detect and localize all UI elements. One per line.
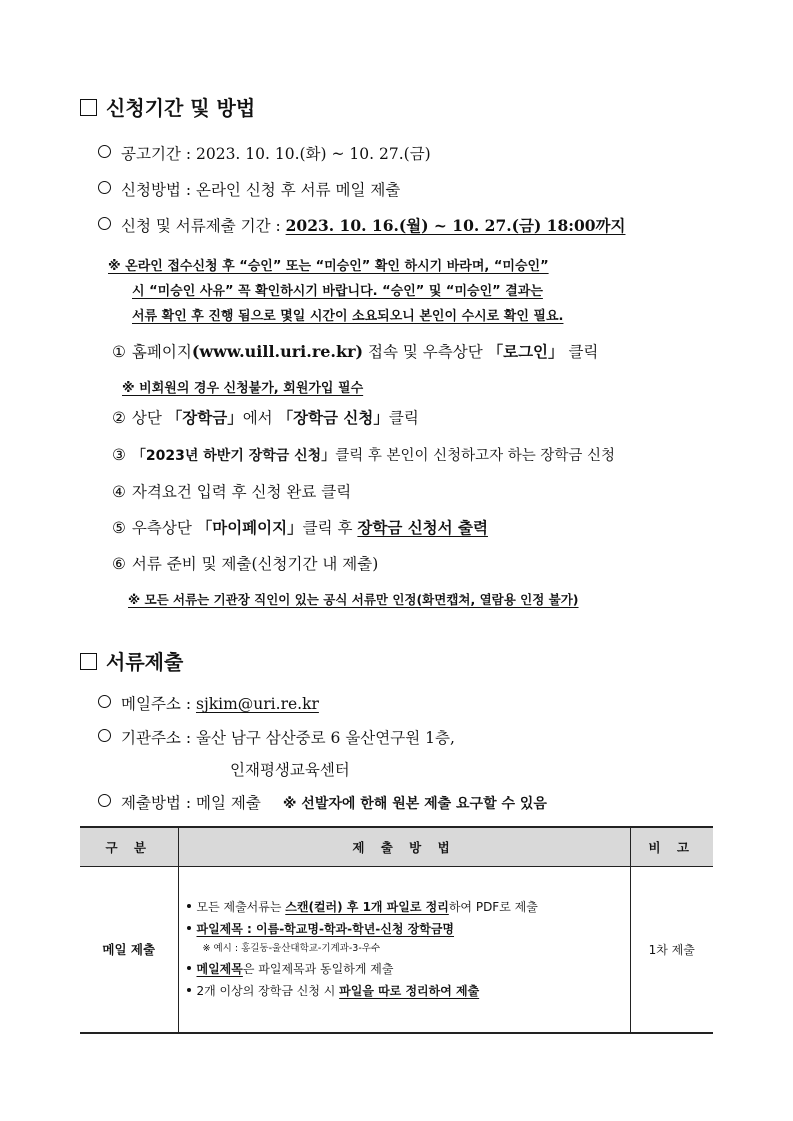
header-method: 제 출 방 법 <box>178 827 630 867</box>
dot-bullet-icon <box>187 988 191 992</box>
submission-table <box>80 826 713 1034</box>
login-button-label: 「로그인」 <box>487 343 564 361</box>
submission-period-line: 신청 및 서류제출 기간 : 2023. 10. 16.(월) ~ 10. 27.(금) 18:00까지 <box>98 214 625 236</box>
method-item: 2개 이상의 장학금 신청 시 파일을 따로 정리하여 제출 <box>187 982 630 1000</box>
approval-notice-line-3: 서류 확인 후 진행 됨으로 몇일 시간이 소요되오니 본인이 수시로 확인 필요. <box>132 309 564 324</box>
circle-bullet-icon <box>98 729 111 742</box>
header-remark: 비 고 <box>630 827 713 867</box>
section-heading-submission: 서류제출 <box>80 646 183 675</box>
submission-method-line: 제출방법 : 메일 제출 ※ 선발자에 한해 원본 제출 요구할 수 있음 <box>98 791 547 813</box>
section-heading-application: 신청기간 및 방법 <box>80 92 255 121</box>
approval-notice-line-2: 시 “미승인 사유” 꼭 확인하시기 바랍니다. “승인” 및 “미승인” 결과는 <box>132 284 543 299</box>
announcement-period-line: 공고기간 : 2023. 10. 10.(화) ~ 10. 27.(금) <box>98 142 431 164</box>
approval-notice-line-1: ※ 온라인 접수신청 후 “승인” 또는 “미승인” 확인 하시기 바라며, “미승인” <box>108 259 549 274</box>
dot-bullet-icon <box>187 966 191 970</box>
step-6: ⑥ 서류 준비 및 제출(신청기간 내 제출) <box>112 555 379 573</box>
dot-bullet-icon <box>187 904 191 908</box>
checkbox-square-icon <box>80 653 97 670</box>
dot-bullet-icon <box>187 926 191 930</box>
step-4: ④ 자격요건 입력 후 신청 완료 클릭 <box>112 483 352 501</box>
circle-bullet-icon <box>98 181 111 194</box>
step-1: ① 홈페이지(www.uill.uri.re.kr) 접속 및 우측상단 「로그인」 클릭 <box>112 342 599 361</box>
circle-bullet-icon <box>98 145 111 158</box>
methods-cell <box>178 867 630 1033</box>
non-member-note: ※ 비회원의 경우 신청불가, 회원가입 필수 <box>122 381 364 396</box>
step-3: ③ 「2023년 하반기 장학금 신청」클릭 후 본인이 신청하고자 하는 장학금 신청 <box>112 446 615 464</box>
step-5: ⑤ 우측상단 「마이페이지」클릭 후 장학금 신청서 출력 <box>112 519 488 537</box>
table-row <box>80 867 713 1033</box>
circle-bullet-icon <box>98 695 111 708</box>
official-documents-note: ※ 모든 서류는 기관장 직인이 있는 공식 서류만 인정(화면캡쳐, 열람용 인정 불가) <box>128 592 579 607</box>
table-header-row <box>80 827 713 867</box>
remark-cell: 1차 제출 <box>630 867 713 1033</box>
header-category: 구 분 <box>80 827 178 867</box>
method-item: 파일제목 : 이름-학교명-학과-학년-신청 장학금명 <box>187 920 630 938</box>
homepage-link[interactable]: (www.uill.uri.re.kr) <box>191 342 364 361</box>
address-line-2: 인재평생교육센터 <box>230 761 350 779</box>
circle-bullet-icon <box>98 794 111 807</box>
category-cell: 메일 제출 <box>80 867 178 1033</box>
email-link[interactable]: sjkim@uri.re.kr <box>195 695 319 713</box>
method-item: 메일제목은 파일제목과 동일하게 제출 <box>187 960 630 978</box>
address-line: 기관주소 : 울산 남구 삼산중로 6 울산연구원 1층, <box>98 726 455 748</box>
email-line: 메일주소 : sjkim@uri.re.kr <box>98 692 319 714</box>
circle-bullet-icon <box>98 217 111 230</box>
checkbox-square-icon <box>80 99 97 116</box>
method-item: 모든 제출서류는 스캔(컬러) 후 1개 파일로 정리하여 PDF로 제출 <box>187 898 630 916</box>
step-2: ② 상단 「장학금」에서 「장학금 신청」클릭 <box>112 409 419 427</box>
original-copy-note: ※ 선발자에 한해 원본 제출 요구할 수 있음 <box>282 796 547 812</box>
application-method-line: 신청방법 : 온라인 신청 후 서류 메일 제출 <box>98 178 400 200</box>
method-example: ※ 예시 : 홍길동-울산대학교-기계과-3-우수 <box>202 943 381 955</box>
